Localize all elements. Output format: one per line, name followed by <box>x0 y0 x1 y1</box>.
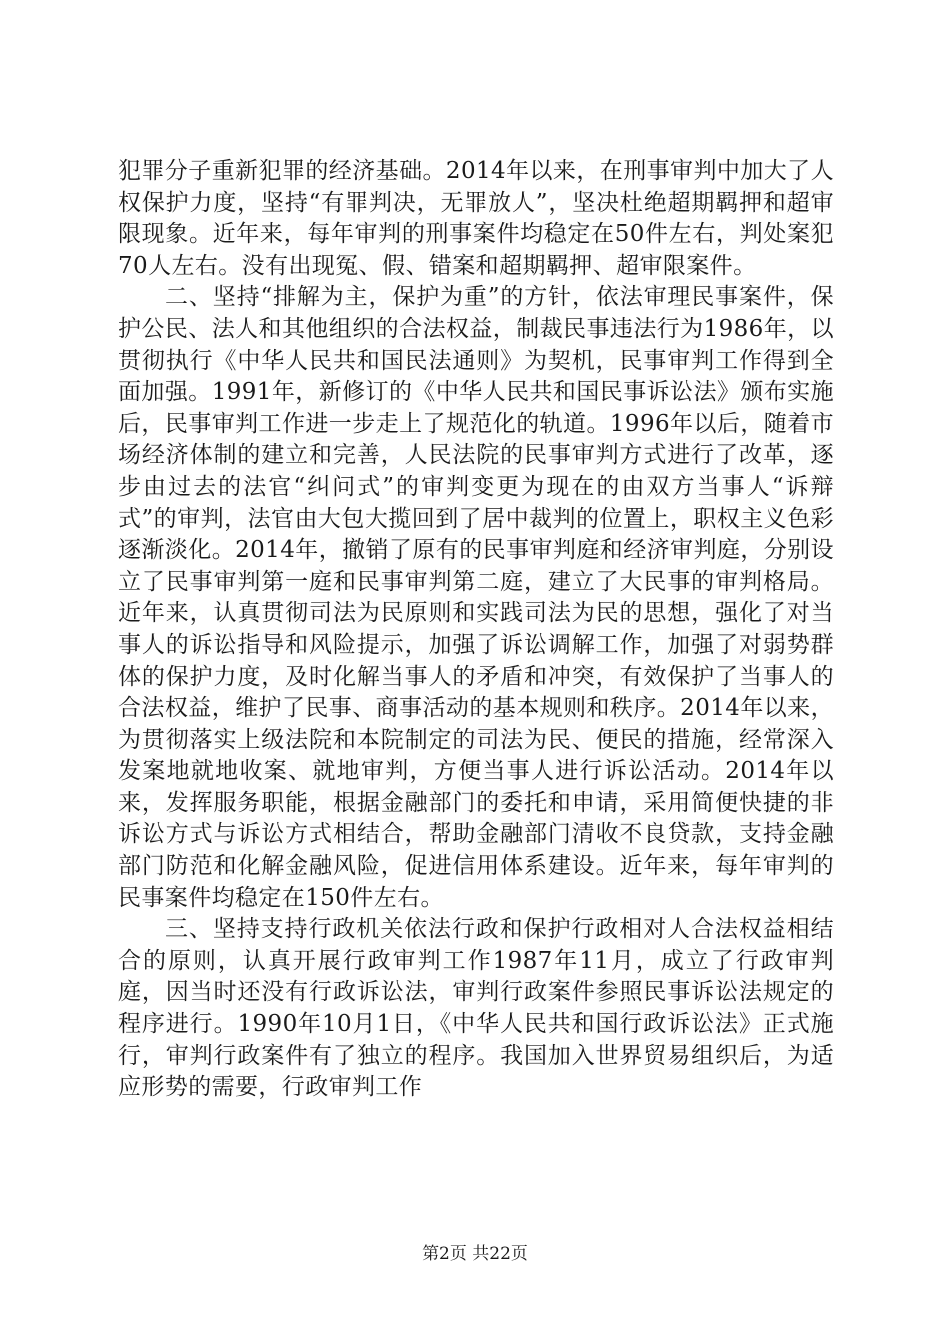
paragraph-1: 犯罪分子重新犯罪的经济基础。2014年以来，在刑事审判中加大了人权保护力度，坚持“有罪判决，无罪放人”，坚决杜绝超期羁押和超审限现象。近年来，每年审判的刑事案件均稳定在50件左右，判处案犯70人左右。没有出现冤、假、错案和超期羁押、超审限案件。 <box>118 158 834 279</box>
paragraph-2: 二、坚持“排解为主，保护为重”的方针，依法审理民事案件，保护公民、法人和其他组织的合法权益，制裁民事违法行为1986年，以贯彻执行《中华人民共和国民法通则》为契机，民事审判工作得到全面加强。1991年，新修订的《中华人民共和国民事诉讼法》颁布实施后，民事审判工作进一步走上了规范化的轨道。1996年以后，随着市场经济体制的建立和完善，人民法院的民事审判方式进行了改革，逐步由过去的法官“纠问式”的审判变更为现在的由双方当事人“诉辩式”的审判，法官由大包大揽回到了居中裁判的位置上，职权主义色彩逐渐淡化。2014年，撤销了原有的民事审判庭和经济审判庭，分别设立了民事审判第一庭和民事审判第二庭，建立了大民事的审判格局。近年来，认真贯彻司法为民原则和实践司法为民的思想，强化了对当事人的诉讼指导和风险提示，加强了诉讼调解工作，加强了对弱势群体的保护力度，及时化解当事人的矛盾和冲突，有效保护了当事人的合法权益，维护了民事、商事活动的基本规则和秩序。2014年以来，为贯彻落实上级法院和本院制定的司法为民、便民的措施，经常深入发案地就地收案、就地审判，方便当事人进行诉讼活动。2014年以来，发挥服务职能，根据金融部门的委托和申请，采用简便快捷的非诉讼方式与诉讼方式相结合，帮助金融部门清收不良贷款，支持金融部门防范和化解金融风险，促进信用体系建设。近年来，每年审判的民事案件均稳定在150件左右。 <box>118 284 834 911</box>
document-body <box>118 156 834 1104</box>
page-number-footer: 第2页 共22页 <box>422 1244 528 1264</box>
paragraph-3: 三、坚持支持行政机关依法行政和保护行政相对人合法权益相结合的原则，认真开展行政审判工作1987年11月，成立了行政审判庭，因当时还没有行政诉讼法，审判行政案件参照民事诉讼法规定的程序进行。1990年10月1日，《中华人民共和国行政诉讼法》正式施行，审判行政案件有了独立的程序。我国加入世界贸易组织后，为适应形势的需要，行政审判工作 <box>118 916 834 1101</box>
